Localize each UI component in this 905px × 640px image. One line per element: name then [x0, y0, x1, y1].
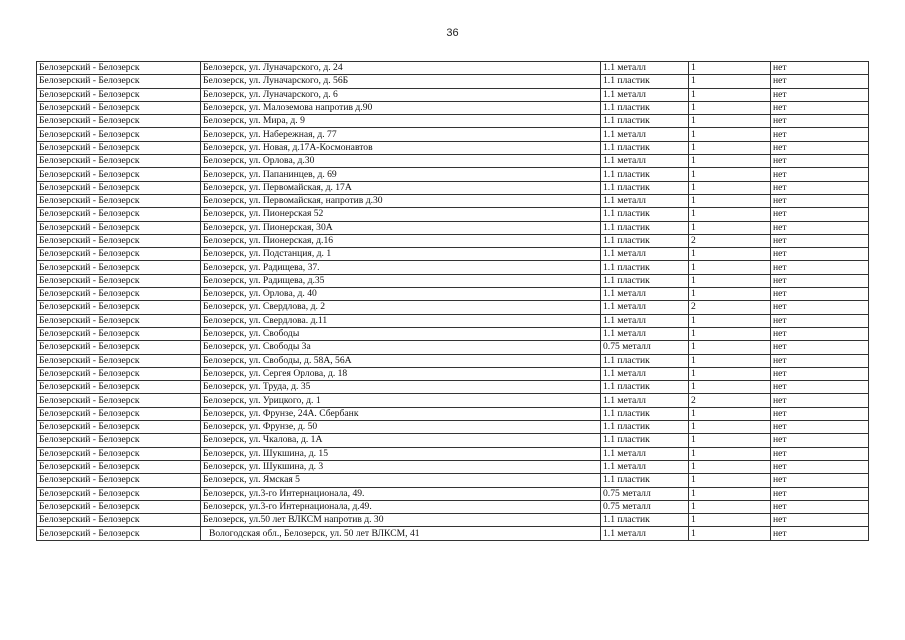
address-cell: Белозерск, ул. Сергея Орлова, д. 18	[201, 367, 601, 380]
address-cell: Белозерск, ул. Фрунзе, д. 50	[201, 421, 601, 434]
container-type-cell: 1.1 пластик	[601, 474, 689, 487]
count-cell: 1	[689, 288, 771, 301]
canopy-cell: нет	[771, 115, 869, 128]
table-row	[37, 434, 869, 447]
district-cell: Белозерский - Белозерск	[37, 341, 201, 354]
count-cell: 1	[689, 434, 771, 447]
count-cell: 2	[689, 301, 771, 314]
address-cell: Белозерск, ул. Орлова, д.30	[201, 155, 601, 168]
table-row	[37, 487, 869, 500]
container-type-cell: 1.1 пластик	[601, 354, 689, 367]
container-type-cell: 1.1 металл	[601, 248, 689, 261]
canopy-cell: нет	[771, 314, 869, 327]
container-type-cell: 1.1 пластик	[601, 274, 689, 287]
district-cell: Белозерский - Белозерск	[37, 101, 201, 114]
count-cell: 1	[689, 115, 771, 128]
canopy-cell: нет	[771, 168, 869, 181]
canopy-cell: нет	[771, 155, 869, 168]
address-cell: Белозерск, ул. Пионерская, 30А	[201, 221, 601, 234]
address-cell: Белозерск, ул. Мира, д. 9	[201, 115, 601, 128]
table-row	[37, 314, 869, 327]
address-cell: Белозерск, ул. Первомайская, д. 17А	[201, 181, 601, 194]
container-type-cell: 1.1 металл	[601, 88, 689, 101]
table-row	[37, 75, 869, 88]
district-cell: Белозерский - Белозерск	[37, 434, 201, 447]
container-type-cell: 1.1 металл	[601, 460, 689, 473]
canopy-cell: нет	[771, 208, 869, 221]
container-type-cell: 0.75 металл	[601, 487, 689, 500]
table-row	[37, 288, 869, 301]
container-type-cell: 1.1 металл	[601, 394, 689, 407]
container-type-cell: 1.1 металл	[601, 128, 689, 141]
canopy-cell: нет	[771, 381, 869, 394]
canopy-cell: нет	[771, 88, 869, 101]
count-cell: 2	[689, 234, 771, 247]
address-cell: Белозерск, ул.50 лет ВЛКСМ напротив д. 30	[201, 514, 601, 527]
table-body	[37, 62, 869, 541]
container-type-cell: 1.1 пластик	[601, 514, 689, 527]
count-cell: 1	[689, 248, 771, 261]
canopy-cell: нет	[771, 487, 869, 500]
address-cell: Белозерск, ул. Пионерская 52	[201, 208, 601, 221]
district-cell: Белозерский - Белозерск	[37, 208, 201, 221]
count-cell: 1	[689, 381, 771, 394]
count-cell: 1	[689, 407, 771, 420]
district-cell: Белозерский - Белозерск	[37, 500, 201, 513]
district-cell: Белозерский - Белозерск	[37, 447, 201, 460]
address-cell: Белозерск, ул. Луначарского, д. 6	[201, 88, 601, 101]
canopy-cell: нет	[771, 274, 869, 287]
count-cell: 1	[689, 62, 771, 75]
address-cell: Белозерск, ул. Шукшина, д. 15	[201, 447, 601, 460]
district-cell: Белозерский - Белозерск	[37, 421, 201, 434]
canopy-cell: нет	[771, 301, 869, 314]
district-cell: Белозерский - Белозерск	[37, 88, 201, 101]
table-row	[37, 181, 869, 194]
district-cell: Белозерский - Белозерск	[37, 487, 201, 500]
count-cell: 1	[689, 314, 771, 327]
address-cell: Белозерск, ул. Шукшина, д. 3	[201, 460, 601, 473]
count-cell: 1	[689, 181, 771, 194]
table-row	[37, 168, 869, 181]
container-type-cell: 1.1 металл	[601, 327, 689, 340]
district-cell: Белозерский - Белозерск	[37, 261, 201, 274]
district-cell: Белозерский - Белозерск	[37, 474, 201, 487]
container-type-cell: 0.75 металл	[601, 500, 689, 513]
address-cell: Белозерск, ул. Подстанция, д. 1	[201, 248, 601, 261]
count-cell: 1	[689, 354, 771, 367]
canopy-cell: нет	[771, 288, 869, 301]
canopy-cell: нет	[771, 261, 869, 274]
address-cell: Белозерск, ул. Малоземова напротив д.90	[201, 101, 601, 114]
canopy-cell: нет	[771, 248, 869, 261]
count-cell: 1	[689, 474, 771, 487]
table-row	[37, 367, 869, 380]
canopy-cell: нет	[771, 141, 869, 154]
district-cell: Белозерский - Белозерск	[37, 115, 201, 128]
district-cell: Белозерский - Белозерск	[37, 327, 201, 340]
container-type-cell: 1.1 пластик	[601, 421, 689, 434]
container-type-cell: 1.1 пластик	[601, 261, 689, 274]
container-type-cell: 1.1 металл	[601, 155, 689, 168]
table-row	[37, 88, 869, 101]
container-type-cell: 1.1 металл	[601, 527, 689, 540]
table-row	[37, 62, 869, 75]
district-cell: Белозерский - Белозерск	[37, 381, 201, 394]
count-cell: 1	[689, 447, 771, 460]
district-cell: Белозерский - Белозерск	[37, 301, 201, 314]
canopy-cell: нет	[771, 327, 869, 340]
district-cell: Белозерский - Белозерск	[37, 314, 201, 327]
address-cell: Белозерск, ул. Ямская 5	[201, 474, 601, 487]
district-cell: Белозерский - Белозерск	[37, 354, 201, 367]
table-row	[37, 101, 869, 114]
container-type-cell: 1.1 пластик	[601, 234, 689, 247]
count-cell: 1	[689, 75, 771, 88]
district-cell: Белозерский - Белозерск	[37, 288, 201, 301]
canopy-cell: нет	[771, 354, 869, 367]
address-cell: Белозерск, ул. Первомайская, напротив д.30	[201, 194, 601, 207]
container-type-cell: 1.1 металл	[601, 194, 689, 207]
container-type-cell: 1.1 пластик	[601, 141, 689, 154]
count-cell: 1	[689, 101, 771, 114]
table-row	[37, 141, 869, 154]
district-cell: Белозерский - Белозерск	[37, 62, 201, 75]
container-type-cell: 1.1 пластик	[601, 434, 689, 447]
container-sites-table	[36, 61, 869, 541]
count-cell: 1	[689, 261, 771, 274]
canopy-cell: нет	[771, 367, 869, 380]
address-cell: Белозерск, ул. Свободы	[201, 327, 601, 340]
table-row	[37, 248, 869, 261]
count-cell: 1	[689, 341, 771, 354]
canopy-cell: нет	[771, 407, 869, 420]
count-cell: 1	[689, 128, 771, 141]
canopy-cell: нет	[771, 514, 869, 527]
count-cell: 1	[689, 487, 771, 500]
count-cell: 1	[689, 527, 771, 540]
address-cell: Белозерск, ул. Луначарского, д. 24	[201, 62, 601, 75]
address-cell: Белозерск, ул. Папанинцев, д. 69	[201, 168, 601, 181]
table-row	[37, 394, 869, 407]
district-cell: Белозерский - Белозерск	[37, 274, 201, 287]
address-cell: Вологодская обл., Белозерск, ул. 50 лет ВЛКСМ, 41	[201, 527, 601, 540]
container-type-cell: 1.1 пластик	[601, 115, 689, 128]
count-cell: 1	[689, 327, 771, 340]
canopy-cell: нет	[771, 421, 869, 434]
table-row	[37, 301, 869, 314]
canopy-cell: нет	[771, 434, 869, 447]
district-cell: Белозерский - Белозерск	[37, 168, 201, 181]
canopy-cell: нет	[771, 101, 869, 114]
table-row	[37, 407, 869, 420]
container-type-cell: 1.1 металл	[601, 367, 689, 380]
table-row	[37, 527, 869, 540]
count-cell: 2	[689, 394, 771, 407]
container-type-cell: 1.1 пластик	[601, 208, 689, 221]
table-row	[37, 327, 869, 340]
address-cell: Белозерск, ул. Набережная, д. 77	[201, 128, 601, 141]
count-cell: 1	[689, 168, 771, 181]
district-cell: Белозерский - Белозерск	[37, 407, 201, 420]
table-row	[37, 274, 869, 287]
canopy-cell: нет	[771, 460, 869, 473]
container-type-cell: 1.1 пластик	[601, 407, 689, 420]
address-cell: Белозерск, ул. Новая, д.17А-Космонавтов	[201, 141, 601, 154]
canopy-cell: нет	[771, 62, 869, 75]
count-cell: 1	[689, 141, 771, 154]
table-row	[37, 447, 869, 460]
district-cell: Белозерский - Белозерск	[37, 248, 201, 261]
canopy-cell: нет	[771, 75, 869, 88]
canopy-cell: нет	[771, 394, 869, 407]
container-type-cell: 1.1 пластик	[601, 181, 689, 194]
table-row	[37, 128, 869, 141]
count-cell: 1	[689, 460, 771, 473]
district-cell: Белозерский - Белозерск	[37, 128, 201, 141]
table-row	[37, 354, 869, 367]
address-cell: Белозерск, ул. Радищева, д.35	[201, 274, 601, 287]
address-cell: Белозерск, ул. Радищева, 37.	[201, 261, 601, 274]
count-cell: 1	[689, 500, 771, 513]
table-row	[37, 194, 869, 207]
container-type-cell: 1.1 пластик	[601, 101, 689, 114]
table-row	[37, 500, 869, 513]
district-cell: Белозерский - Белозерск	[37, 194, 201, 207]
count-cell: 1	[689, 514, 771, 527]
container-type-cell: 1.1 пластик	[601, 221, 689, 234]
table-row	[37, 261, 869, 274]
container-type-cell: 1.1 пластик	[601, 75, 689, 88]
table-row	[37, 221, 869, 234]
district-cell: Белозерский - Белозерск	[37, 234, 201, 247]
container-type-cell: 1.1 пластик	[601, 381, 689, 394]
table-row	[37, 421, 869, 434]
address-cell: Белозерск, ул. Свободы, д. 58А, 56А	[201, 354, 601, 367]
table-row	[37, 115, 869, 128]
count-cell: 1	[689, 274, 771, 287]
count-cell: 1	[689, 421, 771, 434]
container-type-cell: 1.1 металл	[601, 301, 689, 314]
district-cell: Белозерский - Белозерск	[37, 155, 201, 168]
canopy-cell: нет	[771, 181, 869, 194]
count-cell: 1	[689, 221, 771, 234]
canopy-cell: нет	[771, 194, 869, 207]
address-cell: Белозерск, ул. Свердлова. д.11	[201, 314, 601, 327]
district-cell: Белозерский - Белозерск	[37, 221, 201, 234]
table-row	[37, 155, 869, 168]
address-cell: Белозерск, ул. Урицкого, д. 1	[201, 394, 601, 407]
container-type-cell: 0.75 металл	[601, 341, 689, 354]
count-cell: 1	[689, 194, 771, 207]
count-cell: 1	[689, 88, 771, 101]
address-cell: Белозерск, ул. Свободы 3а	[201, 341, 601, 354]
district-cell: Белозерский - Белозерск	[37, 141, 201, 154]
canopy-cell: нет	[771, 221, 869, 234]
district-cell: Белозерский - Белозерск	[37, 75, 201, 88]
table-row	[37, 460, 869, 473]
table-row	[37, 474, 869, 487]
address-cell: Белозерск, ул. Орлова, д. 40	[201, 288, 601, 301]
table-row	[37, 341, 869, 354]
table-row	[37, 381, 869, 394]
district-cell: Белозерский - Белозерск	[37, 181, 201, 194]
table-row	[37, 208, 869, 221]
canopy-cell: нет	[771, 447, 869, 460]
table-row	[37, 234, 869, 247]
canopy-cell: нет	[771, 234, 869, 247]
container-type-cell: 1.1 металл	[601, 62, 689, 75]
container-type-cell: 1.1 металл	[601, 314, 689, 327]
canopy-cell: нет	[771, 341, 869, 354]
canopy-cell: нет	[771, 500, 869, 513]
count-cell: 1	[689, 208, 771, 221]
address-cell: Белозерск, ул. Чкалова, д. 1А	[201, 434, 601, 447]
district-cell: Белозерский - Белозерск	[37, 367, 201, 380]
count-cell: 1	[689, 367, 771, 380]
canopy-cell: нет	[771, 527, 869, 540]
container-type-cell: 1.1 пластик	[601, 168, 689, 181]
address-cell: Белозерск, ул.3-го Интернационала, 49.	[201, 487, 601, 500]
container-type-cell: 1.1 металл	[601, 447, 689, 460]
canopy-cell: нет	[771, 128, 869, 141]
district-cell: Белозерский - Белозерск	[37, 394, 201, 407]
district-cell: Белозерский - Белозерск	[37, 460, 201, 473]
address-cell: Белозерск, ул.3-го Интернационала, д.49.	[201, 500, 601, 513]
table-row	[37, 514, 869, 527]
container-type-cell: 1.1 металл	[601, 288, 689, 301]
address-cell: Белозерск, ул. Пионерская, д.16	[201, 234, 601, 247]
address-cell: Белозерск, ул. Труда, д. 35	[201, 381, 601, 394]
count-cell: 1	[689, 155, 771, 168]
address-cell: Белозерск, ул. Луначарского, д. 56Б	[201, 75, 601, 88]
page-number: 36	[446, 27, 459, 39]
district-cell: Белозерский - Белозерск	[37, 527, 201, 540]
address-cell: Белозерск, ул. Фрунзе, 24А. Сбербанк	[201, 407, 601, 420]
canopy-cell: нет	[771, 474, 869, 487]
district-cell: Белозерский - Белозерск	[37, 514, 201, 527]
address-cell: Белозерск, ул. Свердлова, д. 2	[201, 301, 601, 314]
